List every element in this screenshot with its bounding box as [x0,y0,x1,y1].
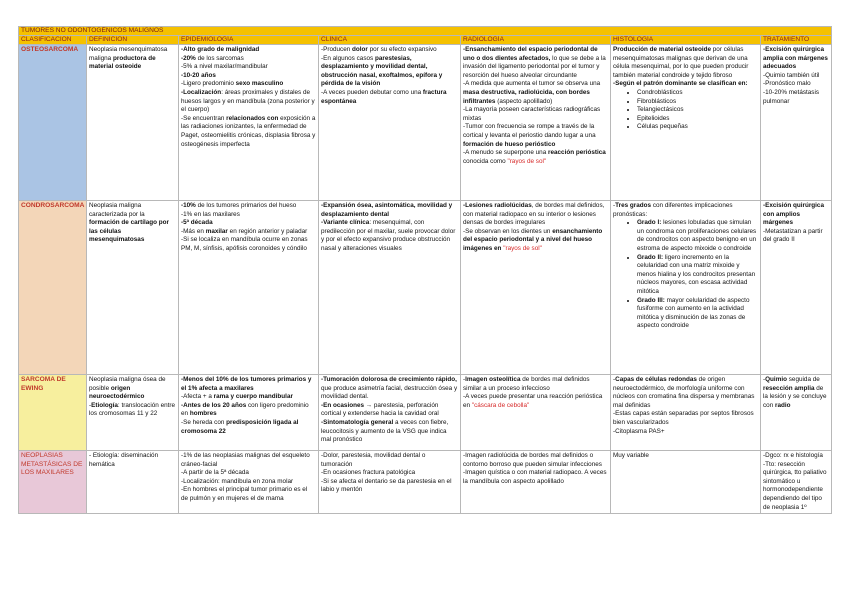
header-radiologia: RADIOLOGÍA [461,36,611,45]
table-title: TUMORES NO ODONTOGÉNICOS MALIGNOS [19,27,832,36]
epi-metastasicas: -1% de las neoplasias malignas del esqueleto cráneo-facial -A partir de la 5ª década -Localización: mandíbula en zona molar -En hombres el principal tumor primario es el de pulmón y en mujeres el de mama [179,451,319,514]
row-metastasicas [19,451,832,514]
header-epidemiologia: EPIDEMIOLOGÍA [179,36,319,45]
row-ewing [19,375,832,451]
highlight-rayos-de-sol: "rayos de sol" [503,244,542,252]
list-item: • Epitelioides [637,115,758,124]
def-osteosarcoma: Neoplasia mesenquimatosa maligna productora de material osteoide [87,45,179,201]
tumor-table [18,26,832,514]
epi-ewing: -Menos del 10% de los tumores primarios y el 1% afecta a maxilares -Afecta + a rama y cuerpo mandibular -Antes de los 20 años con ligero predominio en hombres -Se hereda con predisposición ligada al cromosoma 22 [179,375,319,451]
header-definicion: DEFINICIÓN [87,36,179,45]
class-condrosarcoma: CONDROSARCOMA [19,201,87,375]
list-item: • Fibroblásticos [637,98,758,107]
class-osteosarcoma: OSTEOSARCOMA [19,45,87,201]
tra-ewing: -Quimio seguida de resección amplia de la lesión y se concluye con radio [761,375,832,451]
his-metastasicas: Muy variable [611,451,761,514]
list-item: • Células pequeñas [637,123,758,132]
class-metastasicas: NEOPLASIAS METASTÁSICAS DE LOS MAXILARES [19,451,87,514]
epi-condrosarcoma: -10% de los tumores primarios del hueso -1% en las maxilares -5ª década -Más en maxilar en región anterior y paladar -Si se localiza en mandíbula ocurre en zonas PM, M, sínfisis, apófisis coronoides y cóndilo [179,201,319,375]
cli-osteosarcoma: -Producen dolor por su efecto expansivo -En algunos casos parestesias, desplazamiento y movilidad dental, obstrucción nasal, exoftalmos, epífora y pérdida de la visión -A veces pueden debutar como una fractura espontánea [319,45,461,201]
header-tratamiento: TRATAMIENTO [761,36,832,45]
header-clasificacion: CLASIFICACIÓN [19,36,87,45]
tra-osteosarcoma: -Excisión quirúrgica amplia con márgenes adecuados -Quimio también útil -Pronóstico malo -10-20% metástasis pulmonar [761,45,832,201]
header-row [19,36,832,45]
list-item: • Condroblásticos [637,89,758,98]
def-condrosarcoma: Neoplasia maligna caracterizada por la formación de cartílago por las células mesenquimatosas [87,201,179,375]
class-ewing: SARCOMA DE EWING [19,375,87,451]
row-condrosarcoma [19,201,832,375]
his-condrosarcoma: -Tres grados con diferentes implicaciones pronósticas: • Grado I: lesiones lobuladas que simulan un condroma con proliferaciones celulares de condrocitos con aspecto benigno en un estroma de aspecto mixoide o condroide • Grado II: ligero incremento en la celularidad con una matriz mixoide y menos hialina y los condrocitos presentan núcleos mayores, con escasa actividad mitótica • Grado III: mayor celularidad de aspecto fusiforme con aumento en la actividad mitótica y disminución de las zonas de aspecto condroide [611,201,761,375]
tra-condrosarcoma: -Excisión quirúrgica con amplios márgenes -Metastatizan a partir del grado II [761,201,832,375]
his-osteosarcoma: Producción de material osteoide por células mesenquimatosas malignas que derivan de una célula mesenquimal, por lo que pueden producir también material condroide y tejido fibroso -Según el patrón dominante se clasifican en: • Condroblásticos • Fibroblásticos • Telangiectásicos • Epitelioides • Células pequeñas [611,45,761,201]
list-item: • Telangiectásicos [637,106,758,115]
epi-osteosarcoma: -Alto grado de malignidad -20% de los sarcomas -5% a nivel maxilar/mandibular -10-20 años -Ligero predominio sexo masculino -Localización: áreas proximales y distales de huesos largos y en mandíbula (zona posterior y el cuerpo) -Se encuentran relacionados con exposición a las radiaciones ionizantes, la enfermedad de Paget, osteomielitis crónicas, displasia fibrosa y osteogénesis imperfecta [179,45,319,201]
rad-ewing: -Imagen osteolítica de bordes mal definidos similar a un proceso infeccioso -A veces puede presentar una reacción perióstica en "cáscara de cebolla" [461,375,611,451]
header-clinica: CLÍNICA [319,36,461,45]
cli-condrosarcoma: -Expansión ósea, asintomática, movilidad y desplazamiento dental -Variante clínica: mesenquimal, con predilección por el maxilar, suele provocar dolor y por el efecto expansivo produce obstrucción nasal y alteraciones visuales [319,201,461,375]
cli-metastasicas: -Dolor, parestesia, movilidad dental o tumoración -En ocasiones fractura patológica -Si se afecta el dentario se da parestesia en el labio y mentón [319,451,461,514]
condro-grades-list [613,219,758,331]
header-histologia: HISTOLOGÍA [611,36,761,45]
list-item: • Grado III: mayor celularidad de aspecto fusiforme con aumento en la actividad mitótica y disminución de las zonas de aspecto condroide [637,297,758,331]
highlight-cascara-de-cebolla: "cáscara de cebolla" [471,401,530,409]
def-metastasicas: - Etiología: diseminación hemática [87,451,179,514]
def-ewing: Neoplasia maligna ósea de posible origen neuroectodérmico -Etiología: translocación entre los cromosomas 11 y 22 [87,375,179,451]
rad-condrosarcoma: -Lesiones radiolúcidas, de bordes mal definidos, con material radiopaco en su interior o lesiones densas de bordes irregulares -Se observan en los dientes un ensanchamiento del espacio periodontal y a nivel del hueso imágenes en "rayos de sol" [461,201,611,375]
list-item: • Grado I: lesiones lobuladas que simulan un condroma con proliferaciones celulares de condrocitos con aspecto benigno en un estroma de aspecto mixoide o condroide [637,219,758,253]
tra-metastasicas: -Dgco: rx e histología -Tto: resección quirúrgica, tto paliativo sintomático u hormonodependiente dependiendo del tipo de neoplasia 1º [761,451,832,514]
cli-ewing: -Tumoración dolorosa de crecimiento rápido, que produce asimetría facial, destrucción ósea y movilidad dental. -En ocasiones → parestesia, perforación cortical y extenderse hacia la cavidad oral -Sintomatología general a veces con fiebre, leucocitosis y aumento de la VSG que indica mal pronóstico [319,375,461,451]
list-item: • Grado II: ligero incremento en la celularidad con una matriz mixoide y menos hialina y los condrocitos presentan núcleos mayores, con escasa actividad mitótica [637,254,758,297]
highlight-rayos-de-sol: "rayos de sol" [507,157,547,165]
his-ewing: -Capas de células redondas de origen neuroectodérmico, de morfología uniforme con núcleos con cromatina fina dispersa y membranas mal definidas -Estas capas están separadas por septos fibrosos bien vascularizados -Citoplasma PAS+ [611,375,761,451]
rad-metastasicas: -Imagen radiolúcida de bordes mal definidos o contorno borroso que pueden simular infecciones -Imagen quística o con material radiopaco. A veces la mandíbula con aspecto apolillado [461,451,611,514]
osteo-subtypes-list [613,89,758,132]
row-osteosarcoma [19,45,832,201]
rad-osteosarcoma: -Ensanchamiento del espacio periodontal de uno o dos dientes afectados, lo que se debe a la invasión del ligamento periodontal por el tumor y resorción del hueso alveolar circundante -A medida que aumenta el tumor se observa una masa destructiva, radiolúcida, con bordes infiltrantes (aspecto apolillado) -La mayoría poseen características radiográficas mixtas -Tumor con frecuencia se rompe a través de la cortical y levanta el periostio dando lugar a una formación de hueso perióstico -A menudo se superpone una reacción perióstica conocida como "rayos de sol" [461,45,611,201]
